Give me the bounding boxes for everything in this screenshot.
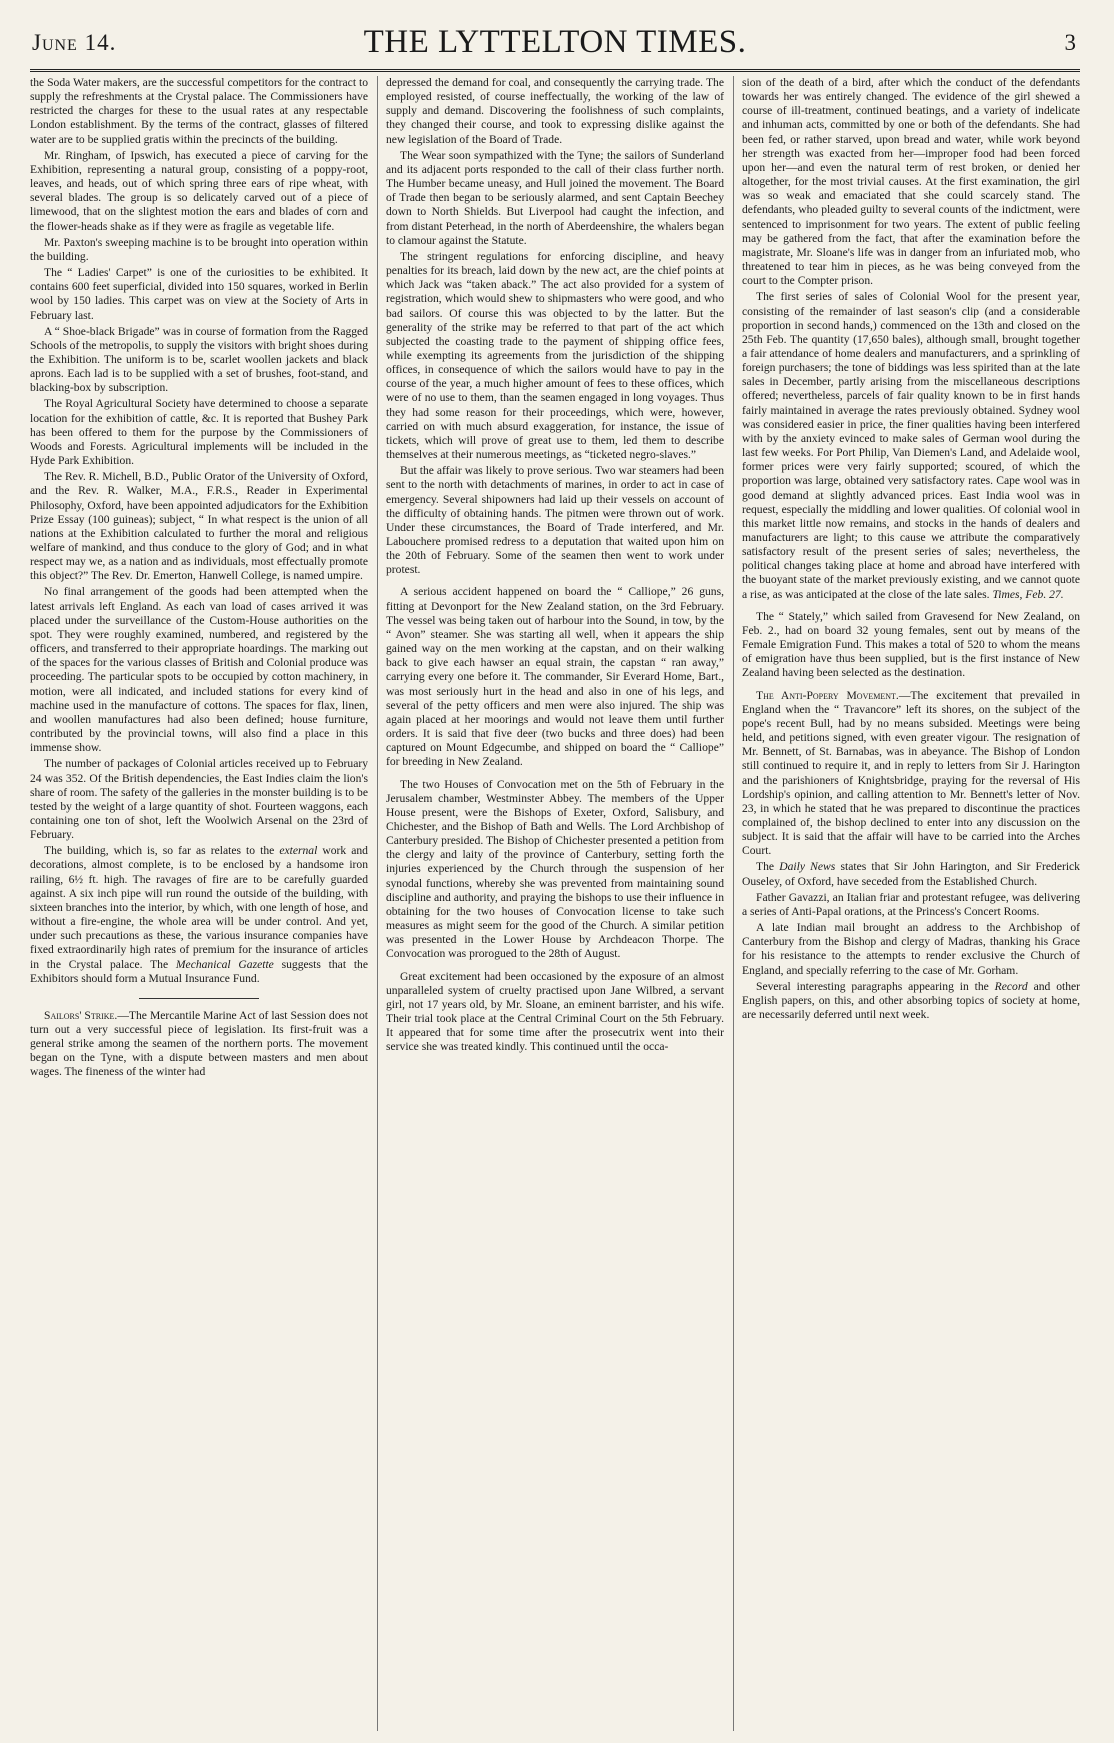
article-paragraph: Mr. Paxton's sweeping machine is to be brought into operation within the building.: [30, 235, 368, 263]
article-paragraph: [742, 980, 1080, 1022]
source-citation: Times, Feb. 27.: [992, 587, 1064, 601]
article-paragraph: [742, 860, 1080, 888]
article-paragraph: depressed the demand for coal, and consequently the carrying trade. The employed resisted, of course ineffectually, the working of the law of supply and demand. Discovering the foolishness of such complaints, they changed their course, and took to expressing dislike against the new legislation of the Board of Trade.: [386, 76, 724, 146]
article-paragraph: [742, 290, 1080, 601]
article-paragraph: sion of the death of a bird, after which the conduct of the defendants towards her was entirely changed. The evidence of the girl shewed a course of ill-treatment, continued beatings, and a variety of indelicate and inhuman acts, committed by one or both of the defendants. She had been fed, or rather starved, upon bread and water, while work beyond her strength was exacted from her—improper food had been forced upon her—and even the natural term of rest broken, or denied her altogether, for the most trivial causes. At the first examination, the girl was so weak and emaciated that she could scarcely stand. The defendants, who pleaded guilty to several counts of the indictment, were sentenced to imprisonment for two years. The extent of public feeling may be gathered from the fact, that after the examination before the magistrate, Mr. Sloane's life was in danger from an infuriated mob, who threatened to tear him in pieces, as he was being conveyed from the court to the Compter prison.: [742, 76, 1080, 288]
column-divider: [733, 76, 734, 1731]
article-paragraph: The “ Ladies' Carpet” is one of the curiosities to be exhibited. It contains 600 feet superficial, divided into 150 squares, worked in Berlin wool by 150 ladies. This carpet was on view at the Society of Arts in February last.: [30, 266, 368, 322]
article-paragraph: A serious accident happened on board the “ Calliope,” 26 guns, fitting at Devonport for the New Zealand station, on the 3rd February. The vessel was being taken out of harbour into the Sound, in tow, by the “ Avon” steamer. She was starting all well, when it appears the ship gained way on the men working at the capstan, and on their walking back to give each hawser an equal strain, the capstan “ ran away,” carrying every one before it. The commander, Sir Everard Home, Bart., was most seriously hurt in the head and also in one of his legs, and several of the petty officers and men were also injured. The ship was again placed at her moorings and would not leave them until further orders. It is said that five deer (two bucks and three does) had been captured on Mount Edgecumbe, and shipped on board the “ Calliope” for breeding in New Zealand.: [386, 585, 724, 769]
article-paragraph: The two Houses of Convocation met on the 5th of February in the Jerusalem chamber, Westminster Abbey. The members of the Upper House present, were the Bishops of Exeter, Oxford, Salisbury, and Chichester, and the Bishop of Bath and Wells. The Lord Archbishop of Canterbury presided. The Bishop of Chichester presented a petition from the clergy and laity of the province of Canterbury, setting forth the injuries experienced by the Church through the suspension of her synodal functions, whereby she was prevented from maintaining sound discipline and authority, and praying the bishops to use their influence in obtaining for the two houses of Convocation license to take such measures as might seem for the good of the Church. A similar petition was presented in the Lower House by Archdeacon Thorpe. The Convocation was prorogued to the 28th of August.: [386, 777, 724, 961]
article-paragraph: Great excitement had been occasioned by the exposure of an almost unparalleled system of cruelty practised upon Jane Wilbred, a servant girl, not 17 years old, by Mr. Sloane, an eminent barrister, and his wife. Their trial took place at the Central Criminal Court on the 5th February. It appeared that for some time after the prosecutrix went into their service she was treated kindly. This continued until the occa-: [386, 969, 724, 1054]
text-run: The: [756, 860, 780, 874]
article-paragraph: Father Gavazzi, an Italian friar and protestant refugee, was delivering a series of Anti-Papal orations, at the Princess's Concert Rooms.: [742, 890, 1080, 918]
page-number: 3: [1064, 30, 1076, 55]
article-paragraph: The “ Stately,” which sailed from Gravesend for New Zealand, on Feb. 2., had on board 32 young females, sent out by means of the Female Emigration Fund. This makes a total of 520 to whom the means of emigration have thus been supplied, but is the first instance of New Zealand having been selected as the destination.: [742, 609, 1080, 680]
article-paragraph: The Rev. R. Michell, B.D., Public Orator of the University of Oxford, and the Rev. R. Walker, M.A., F.R.S., Reader in Experimental Philosophy, Oxford, have been appointed adjudicators for the Exhibition Prize Essay (100 guineas); subject, “ In what respect is the union of all nations at the Exhibition calculated to further the moral and religious welfare of mankind, and thus conduce to the glory of God; and in what respect may we, as a nation and as individuals, most effectually promote this object?” The Rev. Dr. Emerton, Hanwell College, is named umpire.: [30, 470, 368, 583]
publication-name: Daily News: [779, 860, 836, 874]
issue-date: June 14.: [32, 30, 117, 55]
article-paragraph: But the affair was likely to prove serious. Two war steamers had been sent to the north with detachments of marines, in order to act in case of emergency. Several shipowners had laid up their vessels on account of the difficulty of obtaining hands. The pitmen were thrown out of work. Under these circumstances, the Board of Trade interfered, and Mr. Labouchere promised redress to a deputation that waited upon him on the 20th of February. Some of the seamen then went to work under protest.: [386, 464, 724, 577]
article-paragraph: [30, 844, 368, 986]
article-paragraph: [742, 689, 1080, 859]
article-paragraph: the Soda Water makers, are the successful competitors for the contract to supply the refreshments at the Crystal palace. The Commissioners have restricted the charges for these to the usual rates at any respectable London establishment. By the terms of the contract, glasses of filtered water are to be supplied gratis within the precincts of the building.: [30, 76, 368, 146]
publication-name: Mechanical Gazette: [175, 957, 274, 971]
section-separator: [139, 998, 259, 999]
section-heading: The Anti-Popery Movement.: [756, 688, 899, 702]
column-divider: [377, 76, 378, 1731]
article-paragraph: [30, 1009, 368, 1080]
text-run: —The Mercantile Marine Act of last Session does not turn out a very successful piece of legislation. Its first-fruit was a general strike among the seamen of the northern ports. The movement began on the Tyne, with a dispute between masters and men about wages. The fineness of the winter had: [30, 1008, 368, 1079]
masthead: [30, 22, 1080, 72]
article-paragraph: Mr. Ringham, of Ipswich, has executed a piece of carving for the Exhibition, representing a natural group, consisting of a poppy-root, leaves, and heads, out of which spring three ears of ripe wheat, with several blades. The group is so delicately carved out of a piece of limewood, that on the slightest motion the ears and blades of corn and the flower-heads shake as if they were as fragile as vegetable life.: [30, 148, 368, 233]
article-paragraph: A “ Shoe-black Brigade” was in course of formation from the Ragged Schools of the metropolis, to supply the visitors with bright shoes during the Exhibition. The uniform is to be, scarlet woollen jackets and black aprons. Each lad is to be supplied with a set of brushes, foot-stand, and blacking-box by subscription.: [30, 324, 368, 395]
italic-run: external: [279, 844, 318, 858]
article-paragraph: The Wear soon sympathized with the Tyne; the sailors of Sunderland and its adjacent ports responded to the call of their class further north. The Humber became uneasy, and Hull joined the movement. The Board of Trade then began to be seriously alarmed, and sent Captain Beechey down to North Shields. But Liverpool had caught the infection, and from distant Peterhead, in the north of Aberdeenshire, the whalers began to clamour against the Statute.: [386, 148, 724, 247]
article-columns: [30, 76, 1080, 1731]
text-run: work and decorations, almost complete, is to be enclosed by a handsome iron railing, 6½ ft. high. The ravages of fire are to be carefully guarded against. A six inch pipe will run round the outside of the building, with sixteen branches into the interior, by which, with one length of hose, and without a fire-engine, the whole area will be under control. And yet, under such precautions as these, the various insurance companies have fixed extraordinarily high rates of premium for the insurance of articles in the Crystal palace. The: [30, 844, 368, 971]
article-paragraph: A late Indian mail brought an address to the Archbishop of Canterbury from the Bishop and clergy of Madras, thanking his Grace for his resistance to the attempts to render exclusive the Church of England, and specially referring to the case of Mr. Gorham.: [742, 921, 1080, 977]
text-run: The building, which is, so far as relates to the: [44, 844, 280, 858]
article-paragraph: The Royal Agricultural Society have determined to choose a separate location for the exhibition of cattle, &c. It is reported that Bushey Park has been offered to them for the purpose by the Commissioners of Woods and Forests. Agricultural implements will be included in the Hyde Park Exhibition.: [30, 397, 368, 468]
text-run: and other English papers, on this, and other absorbing topics of society at home, are necessarily deferred until next week.: [742, 979, 1080, 1021]
column-1: [30, 76, 368, 1731]
column-2: [386, 76, 724, 1731]
text-run: Several interesting paragraphs appearing in the: [756, 979, 995, 993]
publication-name: Record: [994, 979, 1028, 993]
article-paragraph: The stringent regulations for enforcing discipline, and heavy penalties for its breach, laid down by the new act, are the chief points at which Jack was “taken aback.” The act also provided for a system of registration, which would shew to shipmasters who were good, and who bad sailors. Of course this was objected to by the latter. But the generality of the strike may be referred to that part of the act which subjected the coasting trade to the payment of shipping office fees, while exempting its agreements from the jurisdiction of the shipping offices, in consequence of which the sailors would have to pay in the course of the year, a much higher amount of fees to these offices, which were of no use to them, than the seamen engaged in long voyages. Thus they had some reason for their proceedings, which were, however, carried on with much absurd exaggeration, for instance, the issue of tickets, which will prove of great use to them, led them to describe themselves at their numerous meetings, as “ticketed negro-slaves.”: [386, 249, 724, 462]
column-3: [742, 76, 1080, 1731]
text-run: The first series of sales of Colonial Wool for the present year, consisting of the remainder of last season's clip (and a considerable proportion in second hands,) commenced on the 13th and closed on the 25th Feb. The quantity (17,650 bales), although small, brought together a fair attendance of home dealers and manufacturers, and a sprinkling of foreign purchasers; the tone of biddings was less spirited than at the late sales in December, partly arising from the miscellaneous descriptions offered; nevertheless, parcels of fair quality known to be in first hands fairly maintained in average the rates previously obtained. Sydney wool was considered easier in price, the finer qualities having been interfered with by the anxiety evinced to make sales of German wool during the last few weeks. For Port Philip, Van Diemen's Land, and Adelaide wool, former prices were very fairly supported; scoured, of which the proportion was large, obtained very satisfactory rates. Cape wool was in good demand at slightly advanced prices. East India wool was in request, especially the middling and lower qualities. Of colonial wool in this market little now remains, and stocks in the hands of dealers and manufacturers are light; to this cause we attribute the comparatively satisfactory result of the present series of sales; nevertheless, the political changes taking place at home and abroad have interfered with the buoyant state of the market previously existing, and we cannot quote a rise, as was anticipated at the close of the late sales.: [742, 290, 1080, 601]
text-run: states that Sir John Harington, and Sir Frederick Ouseley, of Oxford, have seceded from the Established Church.: [742, 860, 1080, 888]
section-heading: Sailors' Strike.: [44, 1008, 118, 1022]
text-run: —The excitement that prevailed in England when the “ Travancore” left its shores, on the subject of the pope's recent Bull, had by no means subsided. Meetings were being held, and petitions signed, with even greater vigour. The resignation of Mr. Bennett, of St. Barnabas, was in abeyance. The Bishop of London still continued to require it, and in reply to letters from Sir J. Harington and the parishioners of Knightsbridge, praying for the reversal of His Lordship's opinion, and calling attention to Mr. Bennett's letter of Nov. 23, in which he stated that he was prepared to discontinue the practices complained of, the bishop declined to enter into any discussion on the subject. It is said that the affair will have to be carried into the Arches Court.: [742, 688, 1080, 858]
article-paragraph: The number of packages of Colonial articles received up to February 24 was 352. Of the British dependencies, the East Indies claim the lion's share of room. The safety of the galleries in the monster building is to be tested by the weight of a large quantity of shot. Fourteen waggons, each containing one ton of shot, left the Woolwich Arsenal on the 23rd of February.: [30, 757, 368, 842]
text-run: suggests that the Exhibitors should form a Mutual Insurance Fund.: [30, 957, 368, 985]
newspaper-title: THE LYTTELTON TIMES.: [363, 24, 747, 60]
article-paragraph: No final arrangement of the goods had been attempted when the latest arrivals left England. As each van load of cases arrived it was placed under the surveillance of the Custom-House authorities on the spot. They were roughly examined, numbered, and registered by the officers, and transferred to their appropriate hoardings. The marking out of the spaces for the various classes of British and Colonial produce was proceeding. The particular spots to be occupied by cotton machinery, in motion, were all indicated, and included stations for every kind of machine used in the manufacture of cottons. The spaces for flax, linen, and woollen manufactures had also been defined; house furniture, contributed by the provincial towns, will also find a place in this immense show.: [30, 585, 368, 755]
